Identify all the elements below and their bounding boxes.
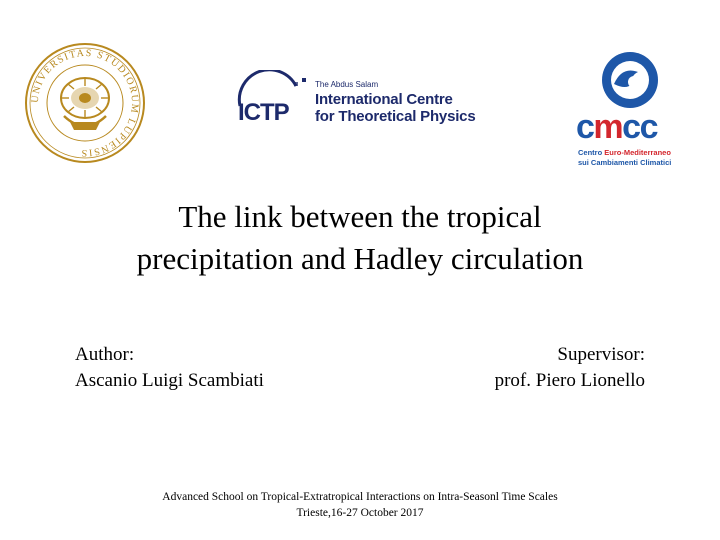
ictp-logo [236, 70, 476, 130]
slide-title [0, 196, 720, 280]
cmcc-wave-icon [600, 50, 660, 110]
author-name: Ascanio Luigi Scambiati [75, 370, 264, 391]
footer [0, 489, 720, 521]
supervisor-label: Supervisor: [557, 344, 645, 365]
ictp-mark-icon [236, 70, 312, 130]
seal-text: UNIVERSITAS STUDIORUM LUPIENSIS [29, 47, 141, 159]
cmcc-wordmark: cmcc [576, 108, 657, 146]
ictp-mark-text: ICTP [238, 99, 289, 126]
cmcc-logo [574, 50, 694, 172]
university-seal-logo [24, 42, 146, 164]
cmcc-subtitle-line1: Centro Euro-Mediterraneo [578, 148, 671, 157]
ictp-small-text: The Abdus Salam [315, 80, 379, 89]
footer-date: Trieste,16-27 October 2017 [296, 507, 424, 519]
author-label: Author: [75, 344, 135, 365]
cmcc-subtitle-line2: sui Cambiamenti Climatici [578, 158, 672, 167]
title-line-1: The link between the tropical [178, 199, 542, 234]
supervisor-name: prof. Piero Lionello [494, 370, 645, 391]
ictp-name-line2: for Theoretical Physics [315, 108, 476, 125]
footer-school: Advanced School on Tropical-Extratropical Interactions on Intra-Seasonl Time Scales [162, 491, 558, 503]
title-line-2: precipitation and Hadley circulation [136, 241, 584, 276]
ictp-name-line1: International Centre [315, 91, 453, 108]
